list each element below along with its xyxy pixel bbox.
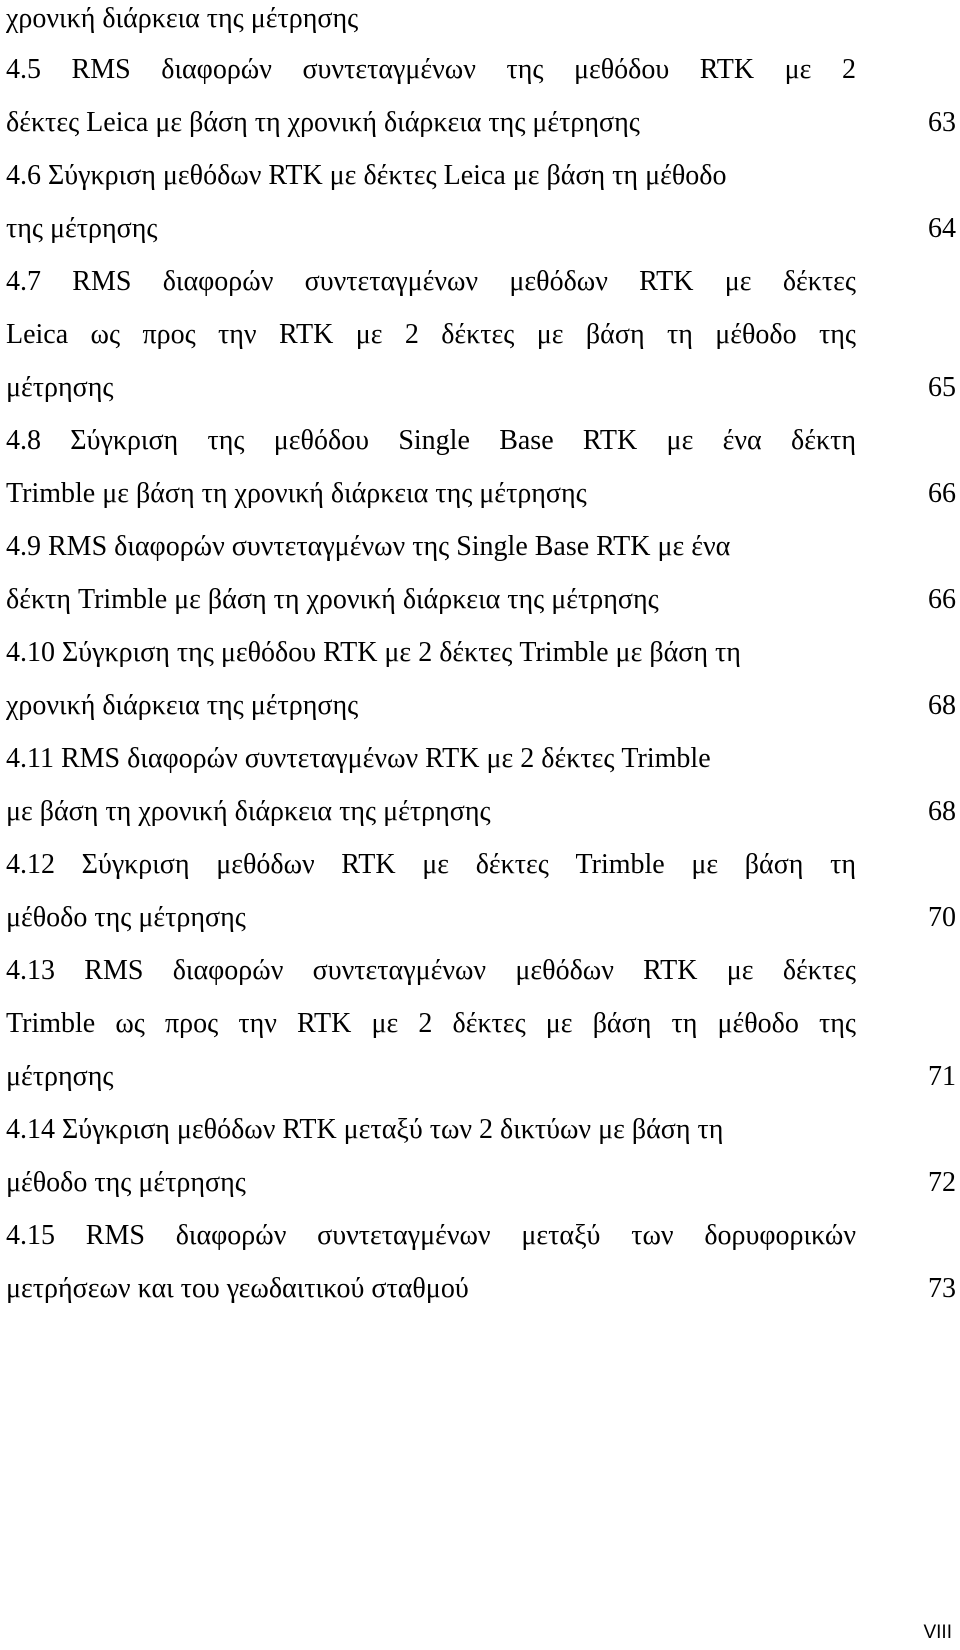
toc-entry-line [6,1058,956,1096]
toc-entry-text: μετρήσεων και του γεωδαιτικού σταθμού [6,1273,469,1304]
toc-entry-text: 4.10 Σύγκριση της μεθόδου RTK με 2 δέκτες Trimble με βάση τη [6,637,741,668]
toc-entry-line [6,210,956,248]
toc-entry-line [6,952,956,990]
toc-entry-text: Trimble με βάση τη χρονική διάρκεια της μέτρησης [6,478,587,509]
toc-entry-line [6,51,956,89]
toc-entry-text: μέθοδο της μέτρησης [6,1167,246,1198]
toc-page-number: 70 [928,902,956,933]
toc-page-number: 73 [928,1273,956,1304]
toc-entry-line [6,0,956,38]
toc-entry-text: μέτρησης [6,1061,114,1092]
toc-entry-text: 4.5 RMS διαφορών συντεταγμένων της μεθόδου RTK με 2 [6,54,856,85]
toc-entry-line [6,634,956,672]
toc-entry-line [6,263,956,301]
toc-entry-line [6,316,956,354]
toc-entry-line [6,793,956,831]
toc-entry-line [6,740,956,778]
toc-entry-text: χρονική διάρκεια της μέτρησης [6,690,359,721]
toc-entry-line [6,1005,956,1043]
toc-entry-text: δέκτες Leica με βάση τη χρονική διάρκεια της μέτρησης [6,107,640,138]
toc-entry-text: 4.13 RMS διαφορών συντεταγμένων μεθόδων RTK με δέκτες [6,955,856,986]
toc-entry-text: Leica ως προς την RTK με 2 δέκτες με βάση τη μέθοδο της [6,319,856,350]
toc-entry-text: με βάση τη χρονική διάρκεια της μέτρησης [6,796,491,827]
toc-page-number: 66 [928,478,956,509]
toc-entry-line [6,157,956,195]
toc-entry-line [6,1164,956,1202]
toc-entry-text: δέκτη Trimble με βάση τη χρονική διάρκεια της μέτρησης [6,584,659,615]
toc-entry-text: 4.9 RMS διαφορών συντεταγμένων της Single Base RTK με ένα [6,531,731,562]
toc-entry-line [6,1217,956,1255]
toc-entry-text: 4.11 RMS διαφορών συντεταγμένων RTK με 2 δέκτες Trimble [6,743,711,774]
toc-entry-text: 4.8 Σύγκριση της μεθόδου Single Base RTK με ένα δέκτη [6,425,856,456]
toc-entry-text: 4.12 Σύγκριση μεθόδων RTK με δέκτες Trimble με βάση τη [6,849,856,880]
toc-page-number: 72 [928,1167,956,1198]
toc-entry-text: 4.7 RMS διαφορών συντεταγμένων μεθόδων RTK με δέκτες [6,266,856,297]
toc-entry-line [6,687,956,725]
toc-entry-line [6,475,956,513]
toc-entry-text: μέτρησης [6,372,114,403]
toc-entry-line [6,369,956,407]
toc-page-number: 66 [928,584,956,615]
toc-entry-line [6,846,956,884]
toc-entry-line [6,1270,956,1308]
toc-entry-line [6,581,956,619]
toc-entry-line [6,104,956,142]
toc-entry-line [6,528,956,566]
toc-page-number: 63 [928,107,956,138]
toc-page-number: 68 [928,796,956,827]
toc-page-number: 71 [928,1061,956,1092]
toc-page-number: 65 [928,372,956,403]
toc-entry-text: 4.14 Σύγκριση μεθόδων RTK μεταξύ των 2 δικτύων με βάση τη [6,1114,724,1145]
toc-entry-text: Trimble ως προς την RTK με 2 δέκτες με βάση τη μέθοδο της [6,1008,856,1039]
toc-entry-text: χρονική διάρκεια της μέτρησης [6,3,359,34]
toc-entry-text: 4.15 RMS διαφορών συντεταγμένων μεταξύ των δορυφορικών [6,1220,856,1251]
toc-entry-line [6,1111,956,1149]
toc-entry-text: της μέτρησης [6,213,158,244]
toc-page-number: 68 [928,690,956,721]
page-number-roman: VIII [923,1622,952,1643]
toc-entry-text: 4.6 Σύγκριση μεθόδων RTK με δέκτες Leica με βάση τη μέθοδο [6,160,727,191]
toc-entry-text: μέθοδο της μέτρησης [6,902,246,933]
toc-entry-line [6,422,956,460]
toc-page-number: 64 [928,213,956,244]
toc-entry-line [6,899,956,937]
